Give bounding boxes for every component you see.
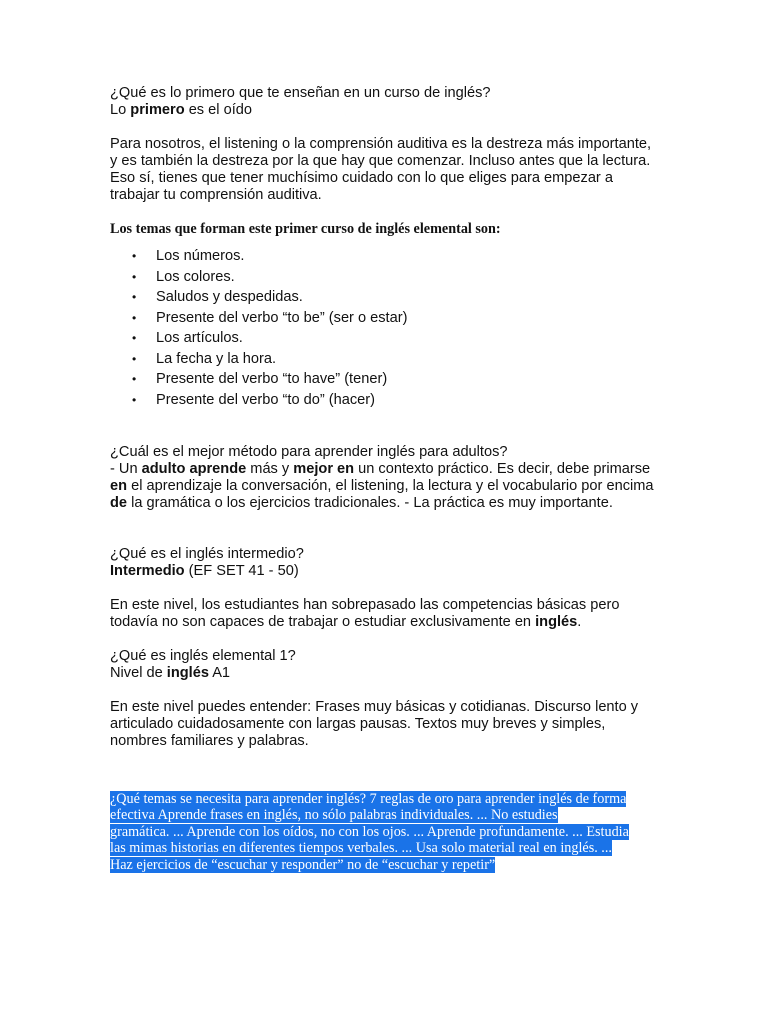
section-first-lesson — [110, 85, 658, 119]
list-item: • Los colores. — [156, 267, 658, 288]
answer-elemental: Nivel de inglés A1 — [110, 665, 231, 681]
section-intermediate — [110, 546, 658, 580]
bullet-icon: • — [132, 269, 137, 284]
list-item: • Saludos y despedidas. — [156, 287, 658, 308]
bullet-icon: • — [132, 351, 137, 366]
bullet-icon: • — [132, 331, 137, 345]
list-item: • La fecha y la hora. — [156, 349, 658, 370]
document-page — [110, 85, 658, 873]
question-first-lesson: ¿Qué es lo primero que te enseñan en un curso de inglés? — [110, 85, 491, 101]
topics-heading: Los temas que forman este primer curso de inglés elemental son: — [110, 221, 501, 237]
paragraph-intermediate: En este nivel, los estudiantes han sobrepasado las competencias básicas pero todavía no son capaces de trabajar o estudiar exclusivamente en inglés. — [110, 597, 620, 630]
paragraph-listening: Para nosotros, el listening o la comprensión auditiva es la destreza más importante, y es también la destreza por la que hay que comenzar. Incluso antes que la lectura. Eso sí, tienes que tener muchísimo cuidado con lo que eliges para empezar a trabajar tu comprensión auditiva. — [110, 136, 652, 203]
question-intermediate: ¿Qué es el inglés intermedio? — [110, 546, 304, 562]
question-adult-method: ¿Cuál es el mejor método para aprender inglés para adultos? — [110, 444, 508, 460]
selected-text-line[interactable]: Haz ejercicios de “escuchar y responder” no de “escuchar y repetir” — [110, 856, 496, 873]
selected-text-block[interactable] — [110, 791, 654, 873]
selected-text-line[interactable]: las mimas historias en diferentes tiempos verbales. ... Usa solo material real en inglés. ... — [110, 840, 612, 857]
section-elemental — [110, 648, 658, 682]
bullet-icon: • — [132, 372, 137, 386]
selected-text-line[interactable]: efectiva Aprende frases en inglés, no sólo palabras individuales. ... No estudies — [110, 807, 558, 824]
list-item: • Presente del verbo “to have” (tener) — [156, 369, 658, 390]
list-item: • Presente del verbo “to be” (ser o estar) — [156, 308, 658, 329]
list-item: • Presente del verbo “to do” (hacer) — [156, 390, 658, 411]
bold-primero: primero — [130, 102, 185, 118]
answer-intermediate: Intermedio (EF SET 41 - 50) — [110, 563, 299, 579]
section-adult-method — [110, 444, 658, 512]
bullet-icon: • — [132, 249, 137, 263]
question-elemental: ¿Qué es inglés elemental 1? — [110, 648, 296, 664]
list-item: • Los números. — [156, 246, 658, 267]
topics-list — [110, 246, 658, 410]
answer-first-lesson: Lo primero es el oído — [110, 102, 252, 118]
bullet-icon: • — [132, 392, 137, 407]
paragraph-elemental: En este nivel puedes entender: Frases muy básicas y cotidianas. Discurso lento y articulado cuidadosamente con largas pausas. Textos muy breves y simples, nombres familiares y palabras. — [110, 699, 639, 749]
bullet-icon: • — [132, 310, 137, 325]
selected-text-line[interactable]: ¿Qué temas se necesita para aprender inglés? 7 reglas de oro para aprender inglés de forma — [110, 791, 627, 807]
bullet-icon: • — [132, 290, 137, 304]
list-item: • Los artículos. — [156, 328, 658, 349]
selected-text-line[interactable]: gramática. ... Aprende con los oídos, no con los ojos. ... Aprende profundamente. ... Estudia — [110, 823, 629, 840]
answer-adult-method: - Un adulto aprende más y mejor en un contexto práctico. Es decir, debe primarse en el aprendizaje la conversación, el listening, la lectura y el vocabulario por encima de la gramática o los ejercicios tradicionales. - La práctica es muy importante. — [110, 461, 654, 511]
